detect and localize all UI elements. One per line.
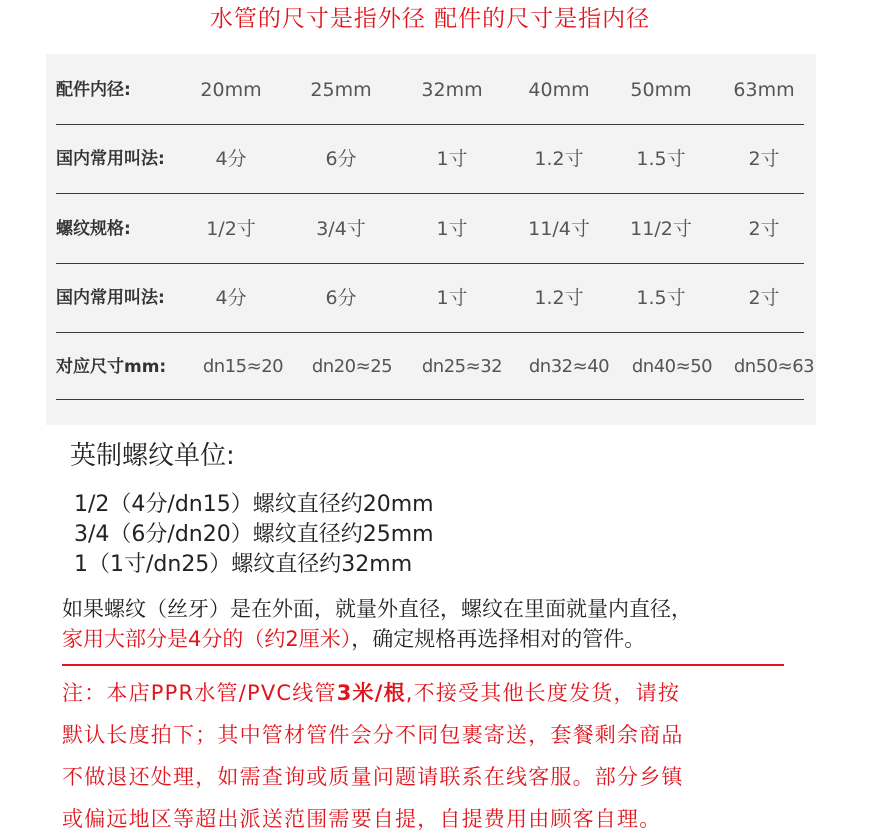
table-row-common-name-2 [56,264,804,333]
table-cell: 6分 [325,148,357,170]
table-cell: dn25≈32 [421,356,503,377]
table-row-common-name [56,125,804,194]
table-cell: dn15≈20 [202,356,284,377]
table-cell: 11/2寸 [630,218,692,240]
row-label: 对应尺寸mm: [56,357,167,377]
table-row-thread-spec [56,195,804,264]
table-cell: 11/4寸 [528,218,590,240]
table-cell: dn32≈40 [528,356,610,377]
table-cell: 25mm [310,79,372,101]
page-title: 水管的尺寸是指外径 配件的尺寸是指内径 [209,6,651,32]
note-line [62,624,645,654]
row-label: 螺纹规格: [56,219,131,239]
table-cell: 1.5寸 [636,148,686,170]
table-cell: 4分 [215,287,247,309]
red-divider [62,664,784,666]
warning-emphasis: 3米/根 [336,681,406,705]
row-label: 国内常用叫法: [56,149,165,169]
table-cell: 1.5寸 [636,287,686,309]
table-cell: 63mm [733,79,795,101]
table-cell: 6分 [325,287,357,309]
table-cell: 50mm [630,79,692,101]
table-cell: dn20≈25 [311,356,393,377]
table-cell: 1.2寸 [534,148,584,170]
spec-line: 1（1寸/dn25）螺纹直径约32mm [74,552,413,577]
table-cell: 2寸 [748,148,780,170]
spec-line: 1/2（4分/dn15）螺纹直径约20mm [74,492,434,517]
warning-text: 注：本店PPR水管/PVC线管 [62,681,337,705]
table-cell: 1寸 [436,218,468,240]
row-label: 国内常用叫法: [56,288,165,308]
table-row-inner-diameter [56,56,804,125]
table-row-size-mm [56,333,815,400]
table-cell: 4分 [215,148,247,170]
warning-line [62,678,680,708]
note-highlight: 家用大部分是4分的（约2厘米） [62,627,352,651]
warning-line: 或偏远地区等超出派送范围需要自提，自提费用由顾客自理。 [62,807,662,831]
size-table [46,54,816,425]
spec-line: 3/4（6分/dn20）螺纹直径约25mm [74,522,434,547]
table-cell: 2寸 [748,218,780,240]
table-cell: 2寸 [748,287,780,309]
table-cell: 20mm [200,79,262,101]
row-label: 配件内径: [56,80,131,100]
section-title: 英制螺纹单位: [70,441,235,471]
table-cell: 40mm [528,79,590,101]
note-line: 如果螺纹（丝牙）是在外面，就量外直径，螺纹在里面就量内直径， [62,597,692,621]
warning-text: ,不接受其他长度发货，请按 [405,681,681,705]
table-cell: 1寸 [436,287,468,309]
table-cell: 1寸 [436,148,468,170]
table-cell: dn50≈63 [733,356,815,377]
table-cell: dn40≈50 [631,356,713,377]
table-cell: 1/2寸 [206,218,256,240]
warning-line: 默认长度拍下；其中管材管件会分不同包裹寄送，套餐剩余商品 [62,723,684,747]
warning-line: 不做退还处理，如需查询或质量问题请联系在线客服。部分乡镇 [62,765,684,789]
table-cell: 3/4寸 [316,218,366,240]
table-cell: 1.2寸 [534,287,584,309]
table-cell: 32mm [421,79,483,101]
note-text: ，确定规格再选择相对的管件。 [351,627,646,651]
